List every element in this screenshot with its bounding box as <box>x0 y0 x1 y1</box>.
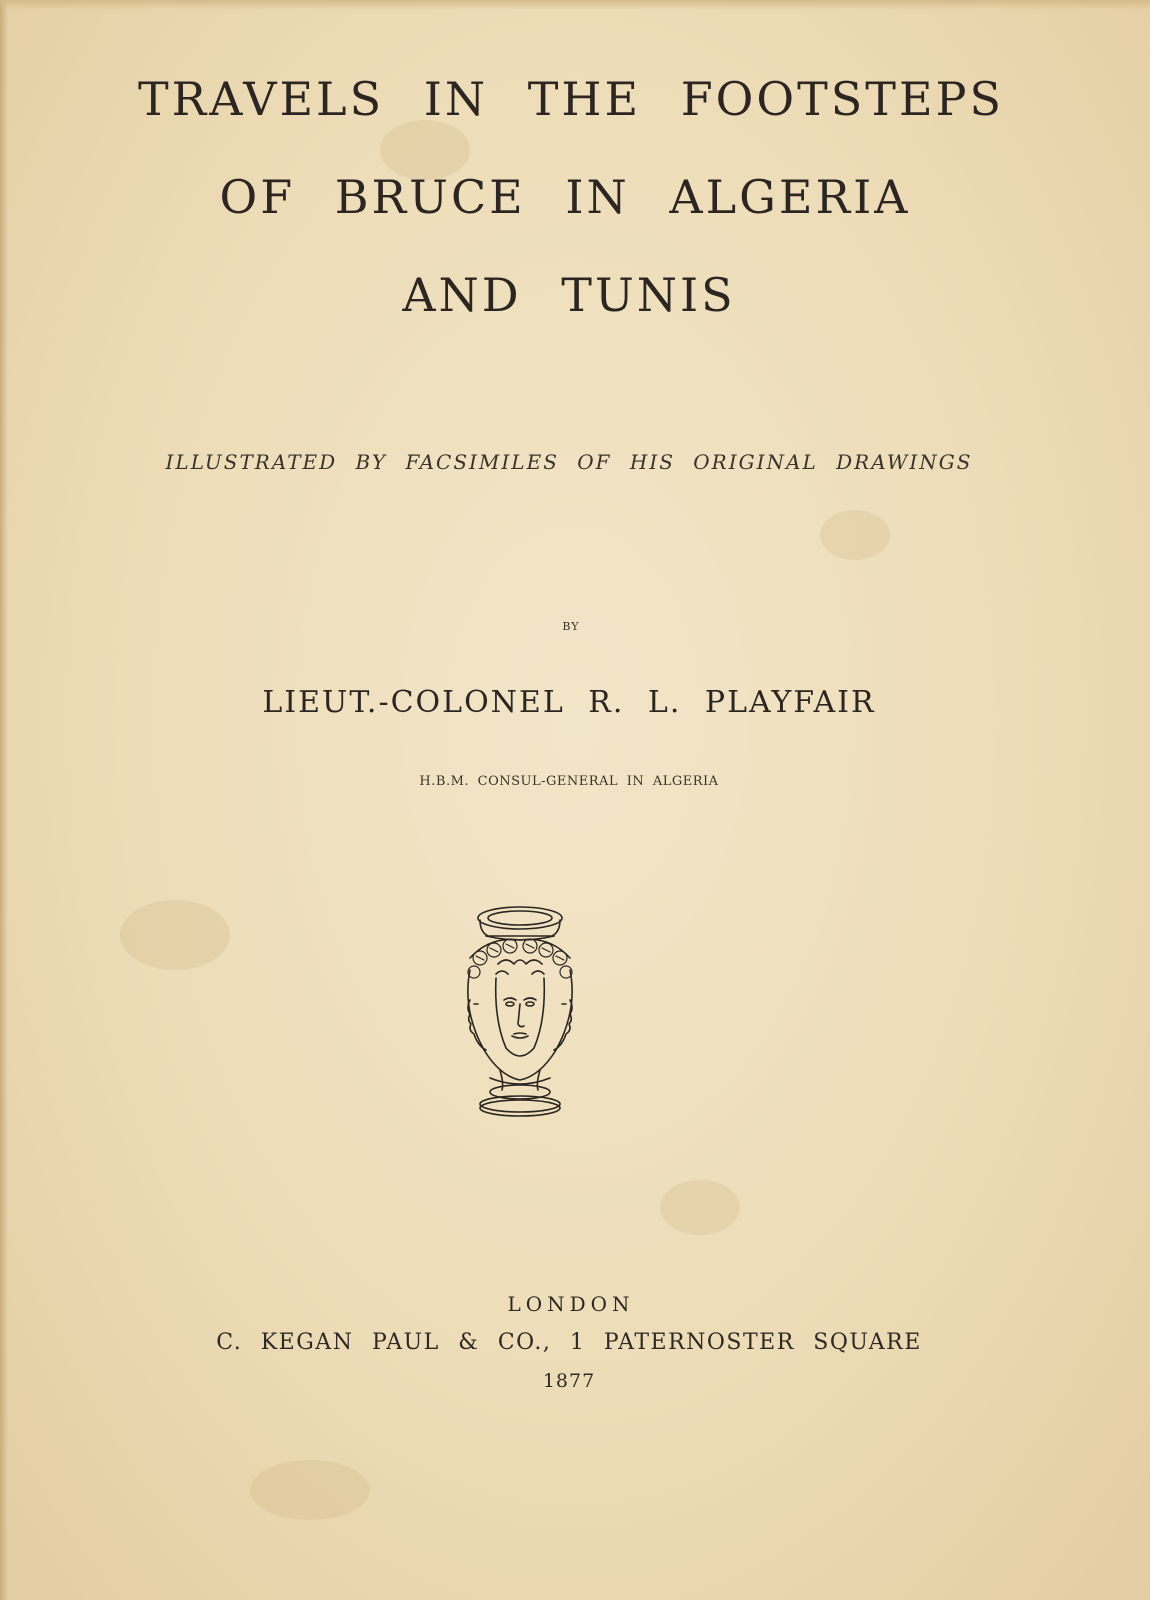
paper-stain <box>250 1460 370 1520</box>
author-role: H.B.M. CONSUL-GENERAL IN ALGERIA <box>419 774 719 789</box>
imprint-year: 1877 <box>542 1370 596 1392</box>
subtitle: ILLUSTRATED BY FACSIMILES OF HIS ORIGINAL DRAWINGS <box>165 450 973 474</box>
imprint-publisher: C. KEGAN PAUL & CO., 1 PATERNOSTER SQUARE <box>216 1330 922 1355</box>
vase-with-faces-icon <box>440 900 600 1130</box>
title-line-3: AND TUNIS <box>402 268 736 322</box>
paper-stain <box>660 1180 740 1235</box>
page-edge-top <box>0 0 1150 10</box>
paper-stain <box>820 510 890 560</box>
imprint-city: LONDON <box>507 1292 635 1316</box>
author-name: LIEUT.-COLONEL R. L. PLAYFAIR <box>262 685 876 720</box>
title-line-2: OF BRUCE IN ALGERIA <box>219 170 911 224</box>
title-line-1: TRAVELS IN THE FOOTSTEPS <box>137 72 1005 126</box>
paper-stain <box>120 900 230 970</box>
byline: BY <box>562 620 580 633</box>
page-edge-left <box>0 0 8 1600</box>
